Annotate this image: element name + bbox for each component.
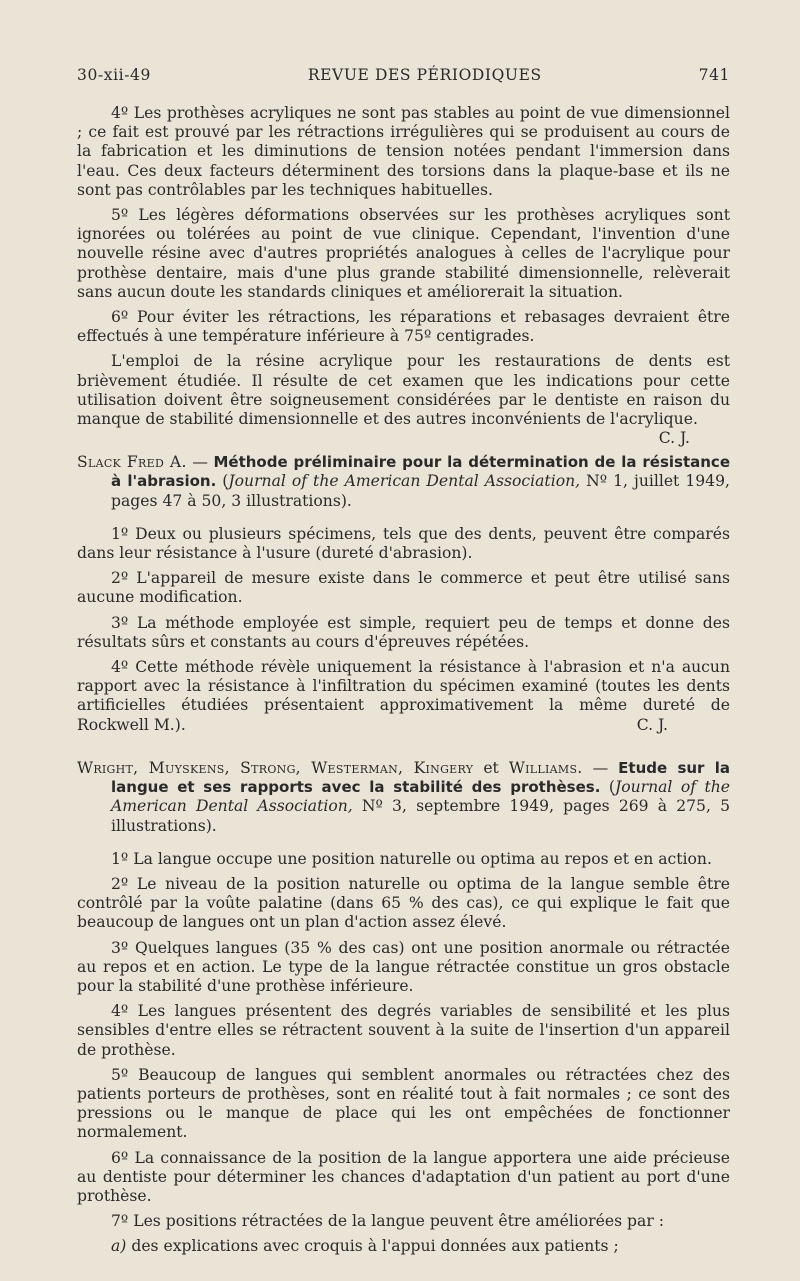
- paragraph: 2º Le niveau de la position naturelle ou optima de la langue semble être contrôlé par la voûte palatine (dans 65 % des cas), ce qui explique le fait que beaucoup de langues ont un plan d'action assez élevé.: [77, 874, 730, 932]
- running-head-title: REVUE DES PÉRIODIQUES: [307, 66, 542, 84]
- paragraph: 3º La méthode employée est simple, requiert peu de temps et donne des résultats sûrs et constants au cours d'épreuves répétées.: [77, 613, 730, 651]
- list-item-label: a): [111, 1237, 127, 1256]
- paragraph: 6º La connaissance de la position de la langue apportera une aide précieuse au dentiste pour déterminer les chances d'adaptation d'un patient au port d'une prothèse.: [77, 1148, 730, 1205]
- paragraph: 1º Deux ou plusieurs spécimens, tels que des dents, peuvent être comparés dans leur résistance à l'usure (dureté d'abrasion).: [77, 524, 730, 563]
- paragraph-text: L'emploi de la résine acrylique pour les restaurations de dents est brièvement étudiée. Il résulte de cet examen que les indications pour cette utilisation doivent être soigneusement considérées par le dentiste en raison du manque de stabilité dimensionnelle et des autres inconvénients de l'acrylique.: [77, 352, 730, 429]
- paragraph: 6º Pour éviter les rétractions, les réparations et rebasages devraient être effectués à une température inférieure à 75º centigrades.: [77, 308, 730, 346]
- signature: C. J.: [636, 715, 668, 734]
- entry-heading: [77, 759, 730, 836]
- paragraph: 3º Quelques langues (35 % des cas) ont une position anormale ou rétractée au repos et en action. Le type de la langue rétractée constitue un gros obstacle pour la stabilité d'une prothèse inférieure.: [77, 938, 730, 995]
- entry-title: Etude sur la langue et ses rapports avec la stabilité des prothèses.: [111, 758, 730, 797]
- paragraph: [77, 352, 730, 448]
- ref-open: (: [600, 778, 615, 797]
- paragraph: 5º Les légères déformations observées sur les prothèses acryliques sont ignorées ou tolérées au point de vue clinique. Cependant, l'invention d'une nouvelle résine avec d'autres propriétés analogues à celles de l'acrylique pour prothèse dentaire, mais d'une plus grande stabilité dimensionnelle, relèverait sans aucun doute les standards cliniques et améliorerait la situation.: [77, 206, 730, 301]
- entry-author: Slack Fred A.: [77, 453, 187, 472]
- paragraph: 1º La langue occupe une position naturelle ou optima au repos et en action.: [111, 849, 712, 868]
- ref-open: (: [216, 472, 229, 491]
- continued-review: [77, 104, 730, 448]
- running-head-date: 30-xii-49: [77, 66, 151, 84]
- signature: C. J.: [658, 429, 690, 448]
- paragraph-text: 4º Cette méthode révèle uniquement la résistance à l'abrasion et n'a aucun rapport avec la résistance à l'infiltration du spécimen examiné (toutes les dents artificielles étudiées présentaient approximativement la même dureté de Rockwell M.).: [77, 658, 730, 734]
- page-number: 741: [698, 66, 730, 84]
- entry-and: et: [473, 758, 509, 777]
- paragraph: [77, 658, 730, 735]
- paragraph: 7º Les positions rétractées de la langue peuvent être améliorées par :: [111, 1212, 664, 1231]
- review-entry-wright: [77, 759, 730, 1257]
- journal-name: Journal of the American Dental Association,: [228, 472, 581, 491]
- entry-authors: Wright, Muyskens, Strong, Westerman, Kingery: [77, 758, 474, 777]
- entry-dash: —: [582, 758, 619, 777]
- entry-title: Méthode préliminaire pour la détermination de la résistance à l'abrasion.: [111, 453, 730, 491]
- running-head: [77, 66, 730, 84]
- paragraph: 5º Beaucoup de langues qui semblent anormales ou rétractées chez des patients porteurs de prothèses, sont en réalité tout à fait normales ; ce sont des pressions ou le manque de place qui les ont empêchées de fonctionner normalement.: [77, 1065, 730, 1142]
- review-entry-slack: [77, 453, 730, 735]
- entry-heading: [77, 453, 730, 511]
- paragraph: 4º Les prothèses acryliques ne sont pas stables au point de vue dimensionnel ; ce fait est prouvé par les rétractions irrégulières qui se produisent au cours de la fabrication et les diminutions de tension notées pendant l'immersion dans l'eau. Ces deux facteurs déterminent des torsions dans la plaque-base et ils ne sont pas contrôlables par les techniques habituelles.: [77, 104, 730, 199]
- reference-details: Nº 1, juillet 1949, pages 47 à 50, 3 illustrations).: [111, 472, 730, 510]
- journal-name: Journal of the American Dental Association,: [111, 778, 731, 816]
- list-item-text: des explications avec croquis à l'appui données aux patients ;: [126, 1237, 619, 1256]
- list-item: [77, 1237, 730, 1256]
- reference-details: Nº 3, septembre 1949, pages 269 à 275, 5 illustrations).: [111, 797, 731, 835]
- entry-author-last: Williams.: [508, 758, 583, 777]
- paragraph: 4º Les langues présentent des degrés variables de sensibilité et les plus sensibles d'entre elles se rétractent souvent à la suite de l'insertion d'un appareil de prothèse.: [77, 1002, 730, 1059]
- entry-dash: —: [186, 453, 214, 472]
- paragraph: 2º L'appareil de mesure existe dans le commerce et peut être utilisé sans aucune modification.: [77, 569, 730, 607]
